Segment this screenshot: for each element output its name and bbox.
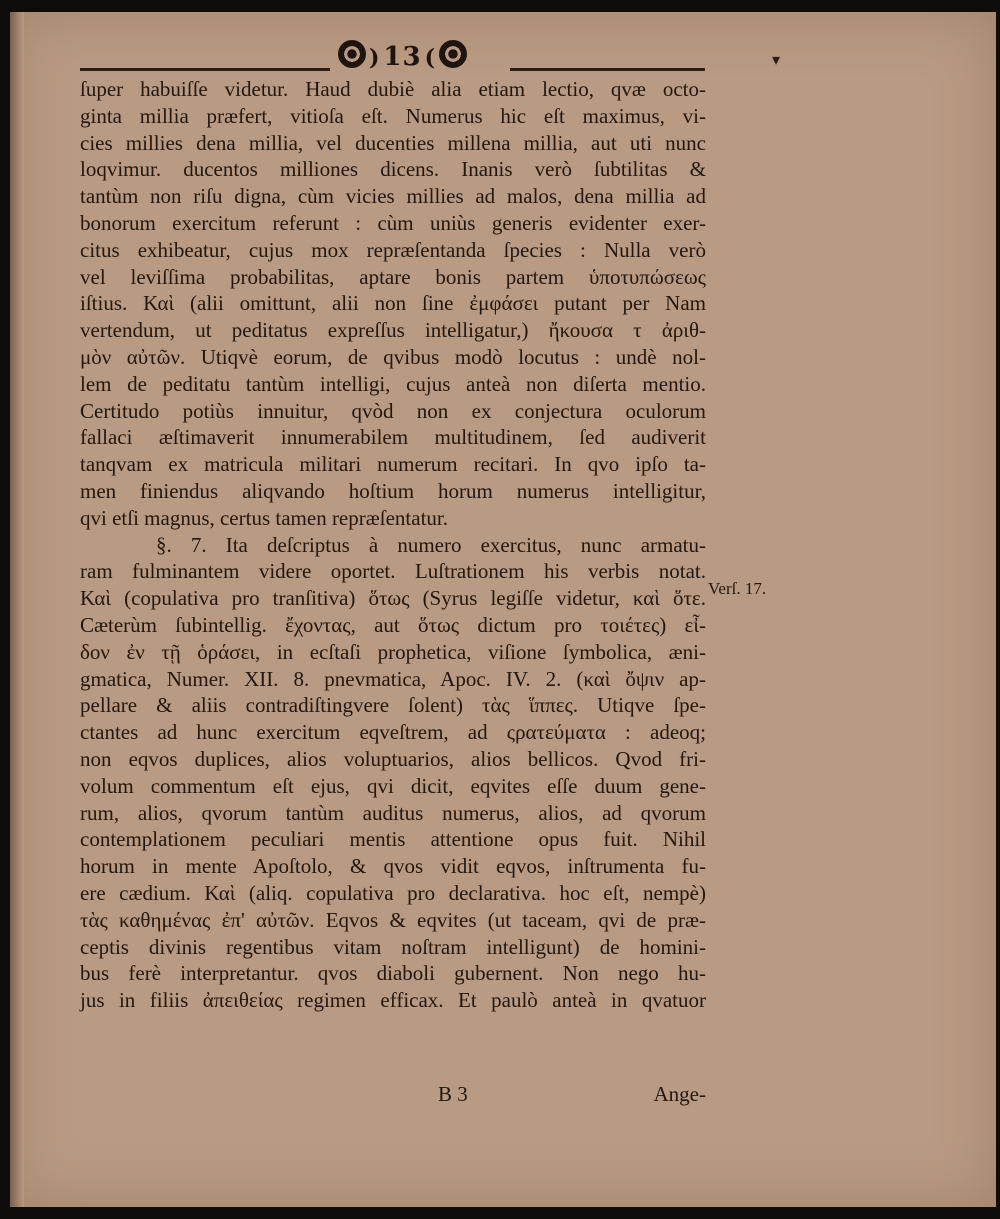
main-text <box>80 76 706 1014</box>
text-line: δον ἐν τῇ ὁράσει, in ecſtaſi prophetica, viſione ſymbolica, æni- <box>80 639 706 664</box>
head-rule-left <box>80 68 330 71</box>
text-line: ctantes ad hunc exercitum eqveſtrem, ad ςρατεύματα : adeoq; <box>80 720 706 745</box>
text-line: gmatica, Numer. XII. 8. pnevmatica, Apoc. IV. 2. (καὶ ὄψιν ap- <box>80 666 706 691</box>
text-line: Certitudo potiùs innuitur, qvòd non ex conjectura oculorum <box>80 398 706 423</box>
text-line: loqvimur. ducentos milliones dicens. Inanis verò ſubtilitas & <box>80 157 706 182</box>
rosette-right-icon <box>439 40 467 68</box>
text-line: contemplationem peculiari mentis attentione opus fuit. Nihil <box>80 827 706 852</box>
text-line: iſtius. Καὶ (alii omittunt, alii non ſine ἐμφάσει putant per Nam <box>80 291 706 316</box>
text-line: vertendum, ut peditatus expreſſus intelligatur,) ἤκουσα τ ἀριθ- <box>80 318 706 343</box>
text-line: ginta millia præfert, vitioſa eſt. Numerus hic eſt maximus, vi- <box>80 103 706 128</box>
page-gutter-shadow <box>10 12 24 1207</box>
text-line: qvi etſi magnus, certus tamen repræſentatur. <box>80 505 448 530</box>
page-number-ornament: ) 13 ( <box>338 40 467 72</box>
catchword: Ange- <box>653 1082 706 1106</box>
text-line: lem de peditatu tantùm intelligi, cujus anteà non diſerta mentio. <box>80 371 706 396</box>
text-line: volum commentum eſt ejus, qvi dicit, eqvites eſſe duum gene- <box>80 773 706 798</box>
text-line: §. 7. Ita deſcriptus à numero exercitus, nunc armatu- <box>156 532 706 557</box>
running-head <box>80 30 705 76</box>
text-line: horum in mente Apoſtolo, & qvos vidit eqvos, inſtrumenta fu- <box>80 854 706 879</box>
text-line: bus ferè interpretantur. qvos diaboli gubernent. Non nego hu- <box>80 961 706 986</box>
text-line: μὸν αὐτῶν. Utiqvè eorum, de qvibus modò locutus : undè nol- <box>80 344 706 369</box>
text-line: tantùm non riſu digna, cùm vicies millies ad malos, dena millia ad <box>80 184 706 209</box>
text-line: ceptis divinis regentibus vitam noſtram intelligunt) de homini- <box>80 934 706 959</box>
text-line: citus exhibeatur, cujus mox repræſentanda ſpecies : Nulla verò <box>80 237 706 262</box>
text-line: bonorum exercitum referunt : cùm uniùs generis evidenter exer- <box>80 210 706 235</box>
signature-mark: B 3 <box>438 1082 468 1106</box>
text-line: ſuper habuiſſe videtur. Haud dubiè alia etiam lectio, qvæ octo- <box>80 77 706 101</box>
text-line: ram fulminantem videre oportet. Luſtrationem his verbis notat. <box>80 559 706 584</box>
text-line: jus in filiis ἀπειθείας regimen efficax. Et paulò anteà in qvatuor <box>80 988 706 1013</box>
page-number: 13 <box>383 42 422 72</box>
text-line: cies millies dena millia, vel ducenties millena millia, aut uti nunc <box>80 130 706 155</box>
text-line: Cæterùm ſubintellig. ἔχοντας, aut ὅτως dictum pro τοιέτες) εἶ- <box>80 612 706 637</box>
text-line: vel leviſſima probabilitas, aptare bonis partem ὑποτυπώσεως <box>80 264 706 289</box>
ink-mark: ▾ <box>772 50 781 69</box>
text-line: ere cædium. Καὶ (aliq. copulativa pro declarativa. hoc eſt, nempè) <box>80 880 706 905</box>
text-line: rum, alios, qvorum tantùm auditus numerus, alios, ad qvorum <box>80 800 706 825</box>
text-line: Καὶ (copulativa pro tranſitiva) ὅτως (Syrus legiſſe videtur, καὶ ὅτε. <box>80 586 706 611</box>
marginal-note: Verſ. 17. <box>708 579 767 598</box>
text-line: τὰς καθημένας ἐπ' αὐτῶν. Eqvos & eqvites (ut taceam, qvi de præ- <box>80 907 706 932</box>
rosette-left-icon <box>338 40 366 68</box>
text-line: men finiendus aliqvando hoſtium horum numerus intelligitur, <box>80 478 706 503</box>
text-line: pellare & aliis contradiſtingvere ſolent) τὰς ἵππες. Utiqve ſpe- <box>80 693 706 718</box>
head-rule-right <box>510 68 705 71</box>
text-line: tanqvam ex matricula militari numerum recitari. In qvo ipſo ta- <box>80 452 706 477</box>
page-footer <box>80 1082 706 1112</box>
text-line: fallaci æſtimaverit innumerabilem multitudinem, ſed audiverit <box>80 425 706 450</box>
text-line: non eqvos duplices, alios voluptuarios, alios bellicos. Qvod fri- <box>80 746 706 771</box>
